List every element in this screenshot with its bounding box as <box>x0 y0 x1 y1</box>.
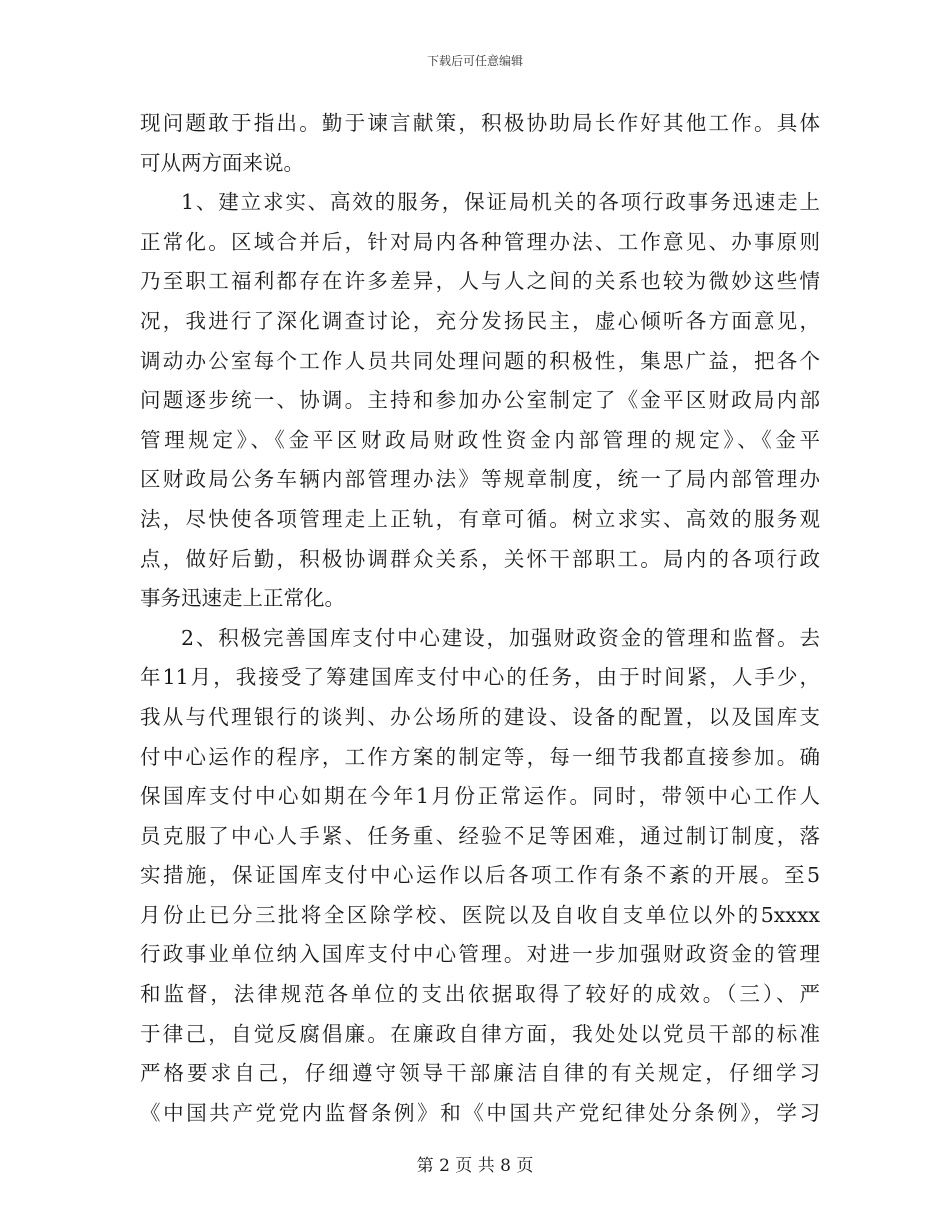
text-line: 《中国共产党党内监督条例》和《中国共产党纪律处分条例》，学习 <box>140 1100 820 1125</box>
text-line: 管理规定》、《金平区财政局财政性资金内部管理的规定》、《金平 <box>140 427 820 452</box>
page-number-footer: 第 2 页 共 8 页 <box>416 1156 534 1176</box>
text-line: 付中心运作的程序，工作方案的制定等，每一细节我都直接参加。确 <box>140 744 820 769</box>
paragraph-first-line: 2、积极完善国库支付中心建设，加强财政资金的管理和监督。去 <box>181 625 820 650</box>
text-line: 严格要求自己，仔细遵守领导干部廉洁自律的有关规定，仔细学习 <box>140 1061 820 1086</box>
text-line: 行政事业单位纳入国库支付中心管理。对进一步加强财政资金的管理 <box>140 942 820 967</box>
text-line: 实措施，保证国库支付中心运作以后各项工作有条不紊的开展。至5 <box>140 863 820 888</box>
document-body <box>140 104 820 1133</box>
text-line: 现问题敢于指出。勤于谏言献策，积极协助局长作好其他工作。具体 <box>140 111 820 135</box>
text-line: 法，尽快使各项管理走上正轨，有章可循。树立求实、高效的服务观 <box>140 506 820 531</box>
text-line: 员克服了中心人手紧、任务重、经验不足等困难，通过制订制度，落 <box>140 823 820 848</box>
text-line: 年11月，我接受了筹建国库支付中心的任务，由于时间紧，人手少， <box>140 665 820 690</box>
text-line: 乃至职工福利都存在许多差异，人与人之间的关系也较为微妙这些情 <box>140 269 820 294</box>
text-line: 况，我进行了深化调查讨论，充分发扬民主，虚心倾听各方面意见， <box>140 308 820 333</box>
text-line: 和监督，法律规范各单位的支出依据取得了较好的成效。（三）、严 <box>140 982 820 1007</box>
paragraph-first-line: 1、建立求实、高效的服务，保证局机关的各项行政事务迅速走上 <box>181 190 820 215</box>
text-line: 月份止已分三批将全区除学校、医院以及自收自支单位以外的5xxxx <box>140 902 820 927</box>
text-line: 正常化。区域合并后，针对局内各种管理办法、工作意见、办事原则 <box>140 229 820 254</box>
text-line: 区财政局公务车辆内部管理办法》等规章制度，统一了局内部管理办 <box>140 467 820 492</box>
page-header: 下载后可任意编辑 <box>426 54 523 68</box>
text-line: 可从两方面来说。 <box>140 150 304 175</box>
text-line: 问题逐步统一、协调。主持和参加办公室制定了《金平区财政局内部 <box>140 388 820 413</box>
text-line: 调动办公室每个工作人员共同处理问题的积极性，集思广益，把各个 <box>140 348 820 373</box>
text-line: 点，做好后勤，积极协调群众关系，关怀干部职工。局内的各项行政 <box>140 546 820 571</box>
text-line: 我从与代理银行的谈判、办公场所的建设、设备的配置，以及国库支 <box>140 704 820 729</box>
text-line: 于律己，自觉反腐倡廉。在廉政自律方面，我处处以党员干部的标准 <box>140 1021 820 1046</box>
text-line: 事务迅速走上正常化。 <box>140 586 345 611</box>
text-line: 保国库支付中心如期在今年1月份正常运作。同时，带领中心工作人 <box>140 784 820 809</box>
